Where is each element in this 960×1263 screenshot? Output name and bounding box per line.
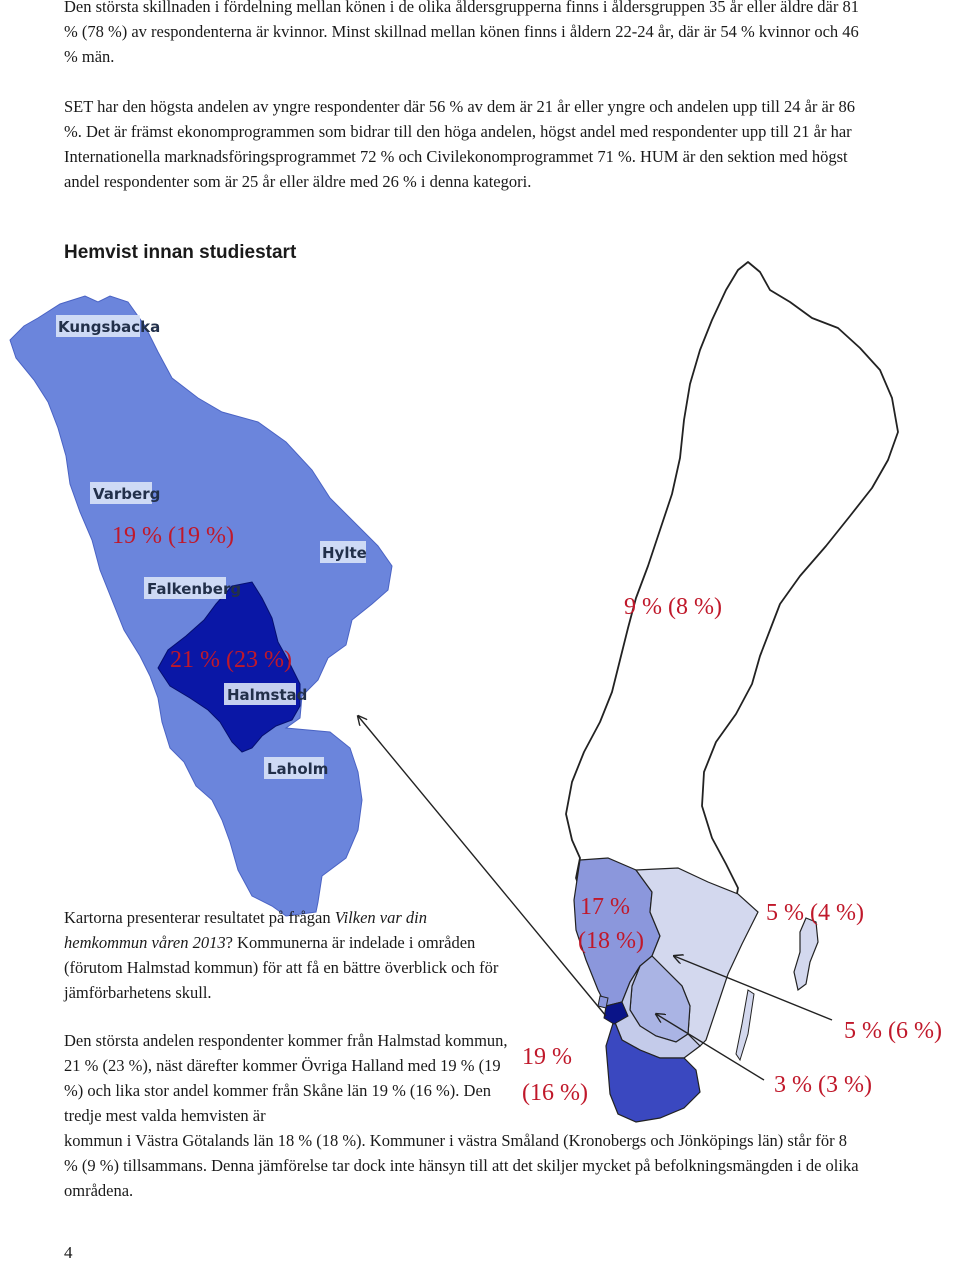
map-label-kungsbacka: Kungsbacka xyxy=(58,318,161,336)
sweden-map xyxy=(566,262,898,1122)
orust-island xyxy=(598,996,608,1008)
halland-map xyxy=(10,296,392,916)
ovriga-sverige-region xyxy=(566,262,898,918)
label-halmstad: 21 % (23 %) xyxy=(170,647,292,673)
map-label-laholm: Laholm xyxy=(267,760,329,778)
oland-island xyxy=(736,990,754,1060)
map-label-varberg: Varberg xyxy=(93,485,161,503)
label-ostra-smaland: 5 % (4 %) xyxy=(766,900,864,926)
paragraph-set-age: SET har den högsta andelen av yngre respondenter där 56 % av dem är 21 år eller yngre och andelen upp till 24 år är 86 %. Det är främst ekonomprogrammen som bidrar till den höga andelen, högst andel med respondenter upp till 21 år har Internationella marknadsföringsprogrammet 72 % och Civilekonomprogrammet 71 %. HUM är den sektion med högst andel respondenter som är 25 år eller äldre med 26 % i denna kategori. xyxy=(64,97,855,191)
map-label-halmstad: Halmstad xyxy=(227,686,308,704)
map-caption xyxy=(64,905,514,1005)
section-heading: Hemvist innan studiestart xyxy=(64,242,297,263)
label-skane-2: (16 %) xyxy=(522,1080,588,1106)
map-label-hylte: Hylte xyxy=(322,544,367,562)
caption-post: ? Kommunerna är indelade i områden (förutom Halmstad kommun) för att få en bättre överblick och för jämförbarhetens skull. xyxy=(64,933,499,1002)
ovriga-halland-region xyxy=(10,296,392,916)
label-ostra-smaland-2: 5 % (6 %) xyxy=(844,1018,942,1044)
label-vastra-gotaland-1: 17 % xyxy=(580,894,630,920)
paragraph-residence-b: kommun i Västra Götalands län 18 % (18 %). Kommuner i västra Småland (Kronobergs och Jönköpings län) står för 8 % (9 %) tillsammans. Denna jämförelse tar dock inte hänsyn till att det skiljer mycket på befolkningsmängden i de olika områdena. xyxy=(64,1131,859,1200)
label-vastra-smaland: 3 % (3 %) xyxy=(774,1072,872,1098)
caption-question: Vilken var din hemkommun våren 2013 xyxy=(64,908,427,952)
page-number: 4 xyxy=(64,1243,73,1262)
label-vastra-gotaland-2: (18 %) xyxy=(578,928,644,954)
map-label-falkenberg: Falkenberg xyxy=(147,580,242,598)
paragraph-residence-a: Den största andelen respondenter kommer från Halmstad kommun, 21 % (23 %), näst därefter kommer Övriga Halland med 19 % (19 %) och lika stor andel kommer från Skåne län 19 % (16 %). Den tredje mest valda hemvisten är xyxy=(64,1031,508,1125)
label-ovriga-halland: 19 % (19 %) xyxy=(112,523,234,549)
label-skane-1: 19 % xyxy=(522,1044,572,1070)
paragraph-gender-difference: Den största skillnaden i fördelning mellan könen i de olika åldersgrupperna finns i åldersgruppen 35 år eller äldre där 81 % (78 %) av respondenterna är kvinnor. Minst skillnad mellan könen finns i åldern 22-24 år, där är 54 % kvinnor och 46 % män. xyxy=(64,0,859,66)
caption-pre: Kartorna presenterar resultatet på frågan xyxy=(64,908,335,927)
label-ovriga-sverige: 9 % (8 %) xyxy=(624,594,722,620)
